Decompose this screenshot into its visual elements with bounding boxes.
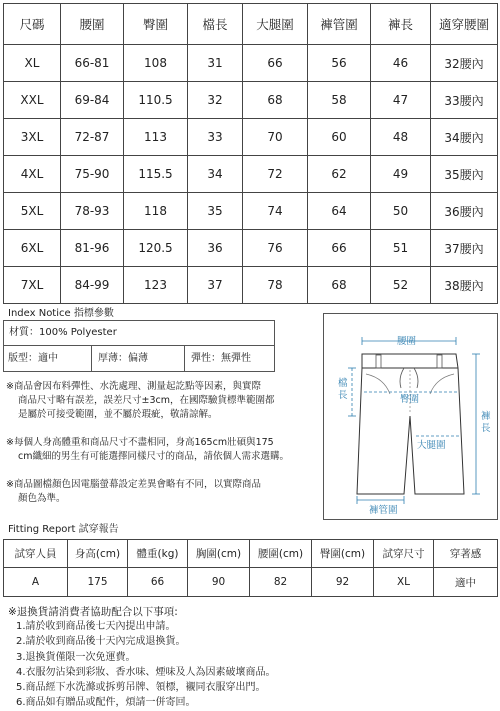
cell-fit-waist: 34腰內 [431,119,498,156]
table-row [4,230,498,267]
cell-crotch: 31 [188,45,243,82]
cell-size: XXL [4,82,61,119]
header-hem: 褲管圍 [308,4,371,45]
cell-hem: 64 [308,193,371,230]
header-waist: 腰圍 [61,4,124,45]
fitting-table [3,539,498,597]
cell-fit-waist: 38腰內 [431,267,498,304]
diagram-label-hem: 褲管圍 [369,505,398,516]
diagram-label-hip: 臀圍 [400,394,420,405]
diagram-label-thigh: 大腿圍 [417,440,446,451]
cell-thigh: 72 [243,156,308,193]
cell-size: 5XL [4,193,61,230]
cell-hip: 92 [312,568,374,597]
material-box [3,320,275,372]
note-line: 是屬於可接受範圍，並不屬於瑕疵，敬請諒解。 [18,409,218,420]
table-row [4,193,498,230]
table-row [4,156,498,193]
cell-tried-size: XL [374,568,434,597]
cell-hip: 118 [124,193,188,230]
cell-hip: 108 [124,45,188,82]
cell-fit-waist: 36腰內 [431,193,498,230]
cell-waist: 78-93 [61,193,124,230]
note-line: ※每個人身高體重和商品尺寸不盡相同，身高165cm壯碩與175 [6,437,274,448]
measurement-diagram [323,313,498,520]
table-row [4,82,498,119]
cell-hem: 62 [308,156,371,193]
cell-thigh: 66 [243,45,308,82]
header-feel: 穿著感 [434,540,498,568]
fitting-report-title: Fitting Report 試穿報告 [8,524,119,535]
cell-hem: 56 [308,45,371,82]
header-size: 尺碼 [4,4,61,45]
cell-crotch: 33 [188,119,243,156]
attributes-row [4,346,274,371]
cell-hem: 66 [308,230,371,267]
table-row [4,45,498,82]
table-row [4,568,498,597]
cell-chest: 90 [188,568,250,597]
list-item: 4.衣服勿沾染到彩妝、香水味、煙味及人為因素破壞商品。 [16,666,276,678]
cell-weight: 66 [128,568,188,597]
cell-crotch: 32 [188,82,243,119]
cell-crotch: 34 [188,156,243,193]
diagram-label-crotch: 檔長 [338,378,348,401]
cell-crotch: 36 [188,230,243,267]
header-waist: 腰圍(cm) [250,540,312,568]
cell-hip: 120.5 [124,230,188,267]
fit-label: 版型：適中 [8,353,58,364]
cell-hip: 123 [124,267,188,304]
cell-fit-waist: 35腰內 [431,156,498,193]
cell-hip: 115.5 [124,156,188,193]
cell-waist: 84-99 [61,267,124,304]
fitting-table-header [4,540,498,568]
cell-thigh: 70 [243,119,308,156]
header-chest: 胸圍(cm) [188,540,250,568]
cell-length: 52 [371,267,431,304]
cell-hem: 58 [308,82,371,119]
cell-size: 3XL [4,119,61,156]
list-item: 6.商品如有贈品或配件，煩請一併寄回。 [16,697,196,709]
header-hip: 臀圍(cm) [312,540,374,568]
cell-length: 46 [371,45,431,82]
cell-hip: 110.5 [124,82,188,119]
material-label: 材質：100% Polyester [4,321,274,346]
cell-thigh: 76 [243,230,308,267]
cell-crotch: 37 [188,267,243,304]
cell-size: XL [4,45,61,82]
note-line: ※商品圖檔顏色因電腦螢幕設定差異會略有不同，以實際商品 [6,479,261,490]
header-tried-size: 試穿尺寸 [374,540,434,568]
cell-hem: 60 [308,119,371,156]
list-item: 2.請於收到商品後十天內完成退換貨。 [16,636,186,648]
cell-crotch: 35 [188,193,243,230]
cell-fit-waist: 37腰內 [431,230,498,267]
cell-waist: 82 [250,568,312,597]
cell-length: 51 [371,230,431,267]
cell-length: 49 [371,156,431,193]
header-height: 身高(cm) [68,540,128,568]
note-line: 商品尺寸略有誤差，誤差尺寸±3cm，在國際驗貨標準範圍都 [18,395,275,406]
divider [184,346,185,371]
cell-tester: A [4,568,68,597]
returns-title: ※退換貨請消費者協助配合以下事項: [8,606,178,618]
divider [91,346,92,371]
note-line: cm纖細的男生有可能選擇同樣尺寸的商品，請依個人需求選購。 [18,451,289,462]
header-hip: 臀圍 [124,4,188,45]
cell-length: 50 [371,193,431,230]
list-item: 5.商品經下水洗滌或拆剪吊牌、領標，襯同衣服穿出門。 [16,682,266,694]
note-line: ※商品會因布料彈性、水洗處理、測量起訖點等因素，與實際 [6,381,261,392]
header-tester: 試穿人員 [4,540,68,568]
cell-waist: 72-87 [61,119,124,156]
header-weight: 體重(kg) [128,540,188,568]
returns-list [16,619,276,711]
header-fit-waist: 適穿腰圍 [431,4,498,45]
cell-size: 7XL [4,267,61,304]
cell-hip: 113 [124,119,188,156]
cell-feel: 適中 [434,568,498,597]
table-row [4,119,498,156]
header-crotch: 檔長 [188,4,243,45]
cell-size: 6XL [4,230,61,267]
list-item: 3.退換貨僅限一次免運費。 [16,651,136,663]
thickness-label: 厚薄：偏薄 [98,353,148,364]
cell-waist: 81-96 [61,230,124,267]
cell-length: 48 [371,119,431,156]
note-line: 顏色為準。 [18,493,66,504]
cell-height: 175 [68,568,128,597]
cell-fit-waist: 33腰內 [431,82,498,119]
cell-waist: 66-81 [61,45,124,82]
cell-fit-waist: 32腰內 [431,45,498,82]
list-item: 1.請於收到商品後七天內提出申請。 [16,621,176,632]
cell-thigh: 74 [243,193,308,230]
table-row [4,267,498,304]
size-table-header [4,4,498,45]
cell-thigh: 78 [243,267,308,304]
cell-size: 4XL [4,156,61,193]
diagram-label-length: 褲長 [481,411,491,434]
size-table [3,3,498,304]
cell-length: 47 [371,82,431,119]
cell-waist: 75-90 [61,156,124,193]
header-length: 褲長 [371,4,431,45]
cell-waist: 69-84 [61,82,124,119]
diagram-label-waist: 腰圍 [397,336,417,347]
cell-thigh: 68 [243,82,308,119]
elasticity-label: 彈性：無彈性 [191,353,251,364]
cell-hem: 68 [308,267,371,304]
index-notice-title: Index Notice 指標參數 [8,308,114,319]
header-thigh: 大腿圍 [243,4,308,45]
